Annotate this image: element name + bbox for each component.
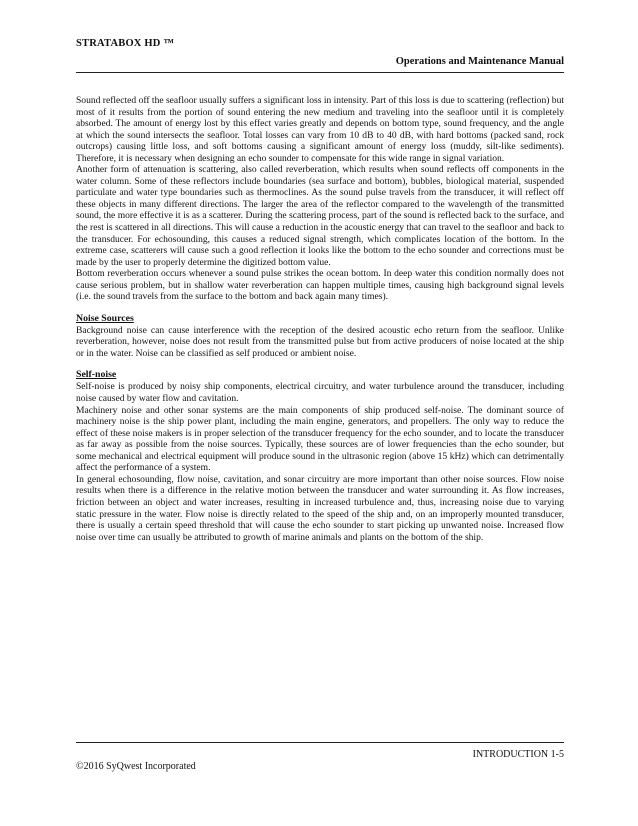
paragraph-noise-sources: Background noise can cause interference with the reception of the desired acoustic echo return from the seafloor. Unlike reverberation, however, noise does not result from the transmitted pulse but from active producers of noise located at the ship or in the water. Noise can be classified as self produced or ambient noise. [76, 324, 564, 359]
copyright-notice: ©2016 SyQwest Incorporated [76, 761, 196, 772]
product-title: STRATABOX HD ™ [76, 38, 175, 49]
manual-page [76, 28, 564, 798]
page-number: INTRODUCTION 1-5 [472, 749, 564, 760]
manual-title: Operations and Maintenance Manual [395, 56, 564, 67]
paragraph-scattering: Another form of attenuation is scattering, also called reverberation, which results when sound reflects off components in the water column. Some of these reflectors include boundaries (sea surface and bottom), bubbles, biological material, suspended particulate and water type boundaries such as thermoclines. As the sound pulse travels from the transducer, it will reflect off these objects in many different directions. The larger the area of the reflector compared to the wavelength of the transmitted sound, the more effective it is as a scatterer. During the scattering process, part of the sound is reflected back to the surface, and the rest is scattered in all directions. This will cause a reduction in the acoustic energy that can travel to the seafloor and back to the transducer. For echosounding, this causes a reduced signal strength, which complicates location of the bottom. In the extreme case, scatterers will cause such a good reflection it looks like the bottom to the echo sounder and corrections must be made by the user to properly determine the digitized bottom value. [76, 164, 564, 268]
noise-sources-heading: Noise Sources [76, 312, 134, 324]
paragraph-bottom-reverberation: Bottom reverberation occurs whenever a sound pulse strikes the ocean bottom. In deep water this condition normally does not cause serious problem, but in shallow water reverberation can happen multiple times, causing high background signal levels (i.e. the sound travels from the surface to the bottom and back again many times). [76, 268, 564, 303]
paragraph-self-noise: Self-noise is produced by noisy ship components, electrical circuitry, and water turbulence around the transducer, including noise caused by water flow and cavitation. [76, 381, 564, 405]
self-noise-heading: Self-noise [76, 369, 117, 381]
paragraph-seafloor-loss: Sound reflected off the seafloor usually suffers a significant loss in intensity. Part of this loss is due to scattering (reflection) but most of it results from the portion of sound entering the new medium and traveling into the seafloor until it is completely absorbed. The amount of energy lost by this effect varies greatly and depends on bottom type, sound frequency, and the angle at which the sound intersects the seafloor. Total losses can vary from 10 dB to 40 dB, with hard bottoms (packed sand, rock outcrops) causing little loss, and soft bottoms causing a significant amount of energy loss (muddy, silt-like sediments). Therefore, it is necessary when designing an echo sounder to compensate for this wide range in signal variation. [76, 95, 564, 164]
paragraph-machinery-noise: Machinery noise and other sonar systems are the main components of ship produced self-noise. The dominant source of machinery noise is the ship power plant, including the main engine, generators, and propellers. The only way to reduce the effect of these noise makers is in proper selection of the transducer frequency for the echo sounder, and to locate the transducer as far away as possible from the noise sources. Typically, these sources are of lower frequencies than the echo sounder, but some mechanical and electrical equipment will produce sound in the ultrasonic region (above 15 kHz) which can detrimentally affect the performance of a system. [76, 404, 564, 474]
footer-divider [76, 742, 564, 743]
page-body [76, 95, 564, 543]
header-divider [76, 72, 564, 73]
paragraph-flow-noise: In general echosounding, flow noise, cavitation, and sonar circuitry are more important than other noise sources. Flow noise results when there is a difference in the relative motion between the transducer and water surrounding it. As flow increases, friction between an object and water increases, resulting in increased turbulence and, thus, increasing noise due to varying static pressure in the water. Flow noise is directly related to the speed of the ship and, on an improperly mounted transducer, there is usually a certain speed threshold that will cause the echo sounder to start picking up unwanted noise. Increased flow noise over time can usually be attributed to growth of marine animals and plants on the bottom of the ship. [76, 473, 564, 543]
